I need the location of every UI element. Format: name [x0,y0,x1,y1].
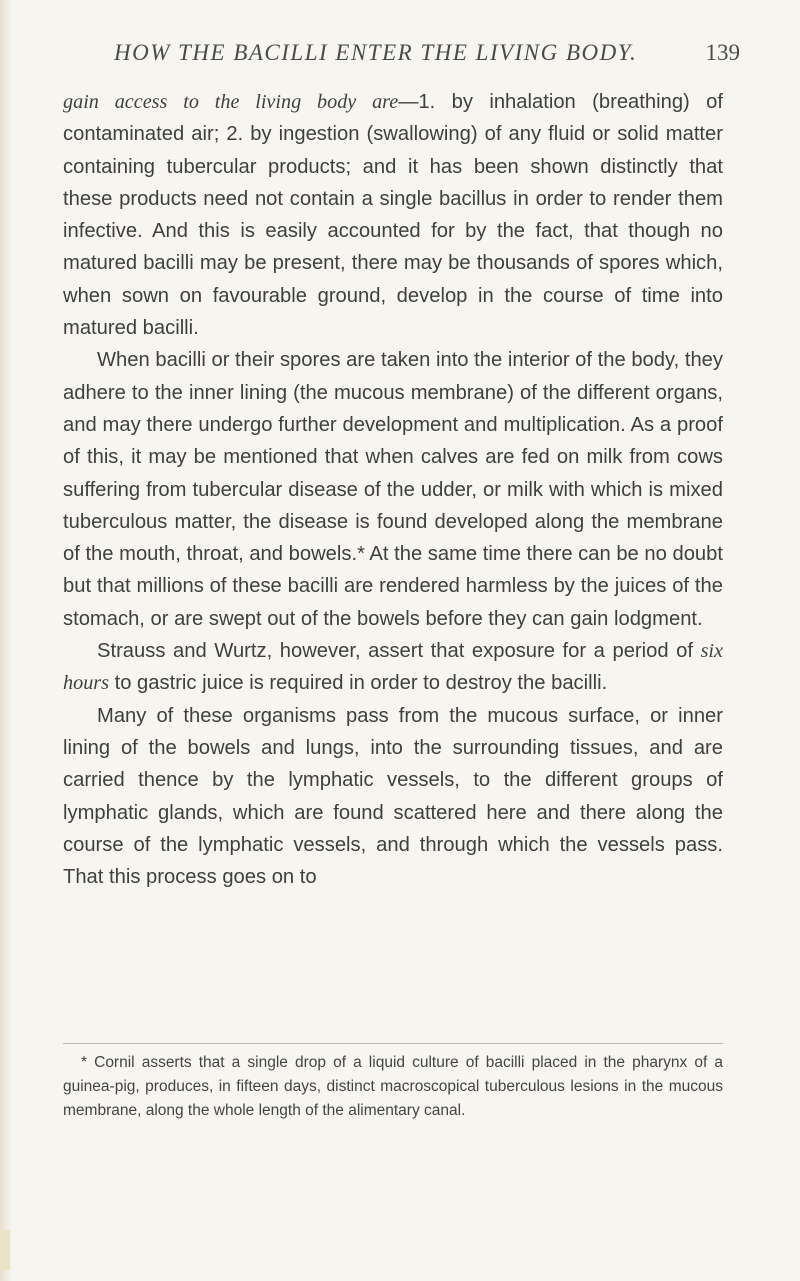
paragraph-3-text-after: to gastric juice is required in order to destroy the bacilli. [109,672,608,695]
page-header [100,40,740,74]
paragraph-1-text: —1. by inhalation (breathing) of contaminated air; 2. by ingestion (swallowing) of any fluid or solid matter containing tubercular products; and it has been shown distinctly that these products need not contain a single bacillus in order to render them infective. And this is easily accounted for by the fact, that though no matured bacilli may be present, there may be thousands of spores which, when sown on favourable ground, develop in the course of time into matured bacilli. [63,91,723,340]
paragraph-3-text-before: Strauss and Wurtz, however, assert that exposure for a period of [97,640,701,663]
page-fold-shadow [0,0,12,1281]
paragraph-4 [63,700,723,894]
running-title: HOW THE BACILLI ENTER THE LIVING BODY. [114,40,638,65]
paragraph-1 [63,86,723,344]
footnote: * Cornil asserts that a single drop of a liquid culture of bacilli placed in the pharynx of a guinea-pig, produces, in fifteen days, distinct macroscopical tuberculous lesions in the mucous membrane, along the whole length of the alimentary canal. [63,1054,723,1119]
paragraph-4-text: Many of these organisms pass from the mucous surface, or inner lining of the bowels and lungs, into the surrounding tissues, and are carried thence by the lymphatic vessels, to the different groups of lymphatic glands, which are found scattered here and there along the course of the lymphatic vessels, and through which the vessels pass. That this process goes on to [63,704,723,889]
footnote-divider [63,1043,723,1044]
paragraph-2 [63,344,723,635]
paragraph-2-text: When bacilli or their spores are taken into the interior of the body, they adhere to the inner lining (the mucous membrane) of the different organs, and may there undergo further development and multiplication. As a proof of this, it may be mentioned that when calves are fed on milk from cows suffering from tubercular disease of the udder, or milk with which is mixed tuberculous matter, the disease is found developed along the membrane of the mouth, throat, and bowels.* At the same time there can be no doubt but that millions of these bacilli are rendered harmless by the juices of the stomach, or are swept out of the bowels before they can gain lodgment. [63,349,723,630]
page-edge-tab [0,1230,10,1270]
paragraph-3 [63,635,723,700]
body-text [63,86,723,893]
page-number: 139 [705,40,740,65]
paragraph-1-italic-lead: gain access to the living body are [63,91,399,113]
paragraph-3-italic: six hours [63,640,723,695]
